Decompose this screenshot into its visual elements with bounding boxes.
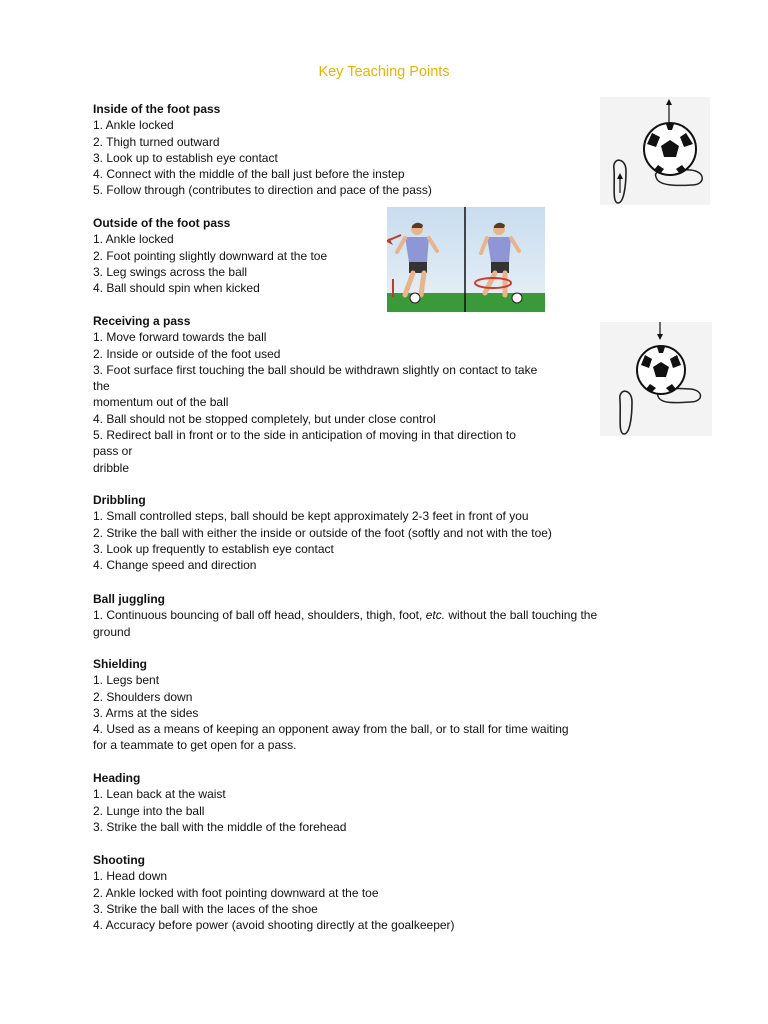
list-item: the: [93, 379, 110, 394]
list-item: 4. Accuracy before power (avoid shooting directly at the goalkeeper): [93, 918, 455, 933]
list-item: 2. Shoulders down: [93, 689, 193, 704]
list-item: 2. Lunge into the ball: [93, 803, 205, 818]
player-outside-foot-kick-illustration: [387, 207, 545, 312]
list-item: 5. Redirect ball in front or to the side in anticipation of moving in that direction to: [93, 428, 516, 443]
list-item: 2. Foot pointing slightly downward at the toe: [93, 248, 328, 263]
list-item: 1. Small controlled steps, ball should be kept approximately 2-3 feet in front of you: [93, 509, 529, 524]
etc-text: etc.: [425, 608, 446, 623]
list-item-text: without the ball touching the: [445, 608, 598, 623]
list-item: 4. Ball should not be stopped completely, but under close control: [93, 411, 436, 426]
list-item: 1. Move forward towards the ball: [93, 330, 267, 345]
section-dribbling: [93, 492, 552, 573]
list-item: 4. Connect with the middle of the ball just before the instep: [93, 167, 405, 182]
list-item: 3. Look up to establish eye contact: [93, 150, 278, 165]
list-item: 4. Used as a means of keeping an opponent away from the ball, or to stall for time waiting: [93, 722, 569, 737]
section-heading: Dribbling: [93, 493, 146, 507]
list-item: dribble: [93, 460, 130, 475]
list-item: 4. Change speed and direction: [93, 558, 257, 573]
ball-with-foot-arrow-up-icon: [600, 97, 710, 205]
list-item: pass or: [93, 444, 133, 459]
page-title: Key Teaching Points: [318, 64, 450, 80]
list-item: for a teammate to get open for a pass.: [93, 738, 297, 753]
list-item: 4. Ball should spin when kicked: [93, 281, 260, 296]
list-item: 3. Strike the ball with the middle of the forehead: [93, 819, 347, 834]
section-heading: Heading: [93, 771, 141, 785]
list-item: ground: [93, 624, 131, 639]
section-heading: Inside of the foot pass: [93, 102, 221, 116]
list-item: 5. Follow through (contributes to direction and pace of the pass): [93, 183, 432, 198]
section-heading: Shielding: [93, 657, 147, 671]
list-item: 2. Strike the ball with either the inside or outside of the foot (softly and not with the toe): [93, 525, 552, 540]
list-item: 1. Ankle locked: [93, 118, 174, 133]
section-heading: Outside of the foot pass: [93, 216, 231, 230]
list-item: 2. Thigh turned outward: [93, 134, 220, 149]
list-item: 2. Ankle locked with foot pointing downward at the toe: [93, 885, 379, 900]
section-inside-foot-pass: [93, 101, 432, 199]
section-receiving-pass: [93, 313, 537, 476]
section-shooting: [93, 852, 455, 933]
list-item-text: 1. Continuous bouncing of ball off head, shoulders, thigh, foot,: [93, 608, 426, 623]
section-outside-foot-pass: [93, 215, 327, 296]
section-heading: Ball juggling: [93, 592, 165, 606]
section-heading-skill: [93, 770, 346, 835]
list-item: 1. Legs bent: [93, 673, 160, 688]
list-item: 1. Ankle locked: [93, 232, 174, 247]
list-item: 1. Lean back at the waist: [93, 787, 226, 802]
section-heading: Shooting: [93, 853, 145, 867]
ball-with-foot-arrow-down-icon: [600, 322, 712, 436]
section-shielding: [93, 656, 569, 754]
list-item: [93, 607, 597, 623]
list-item: 1. Head down: [93, 869, 168, 884]
list-item: 3. Leg swings across the ball: [93, 264, 248, 279]
list-item: 3. Foot surface first touching the ball should be withdrawn slightly on contact to take: [93, 362, 538, 377]
list-item: 3. Arms at the sides: [93, 705, 199, 720]
list-item: momentum out of the ball: [93, 395, 229, 410]
section-heading: Receiving a pass: [93, 314, 191, 328]
section-ball-juggling: [93, 591, 597, 640]
list-item: 3. Strike the ball with the laces of the shoe: [93, 901, 318, 916]
list-item: 2. Inside or outside of the foot used: [93, 346, 281, 361]
list-item: 3. Look up frequently to establish eye contact: [93, 541, 334, 556]
